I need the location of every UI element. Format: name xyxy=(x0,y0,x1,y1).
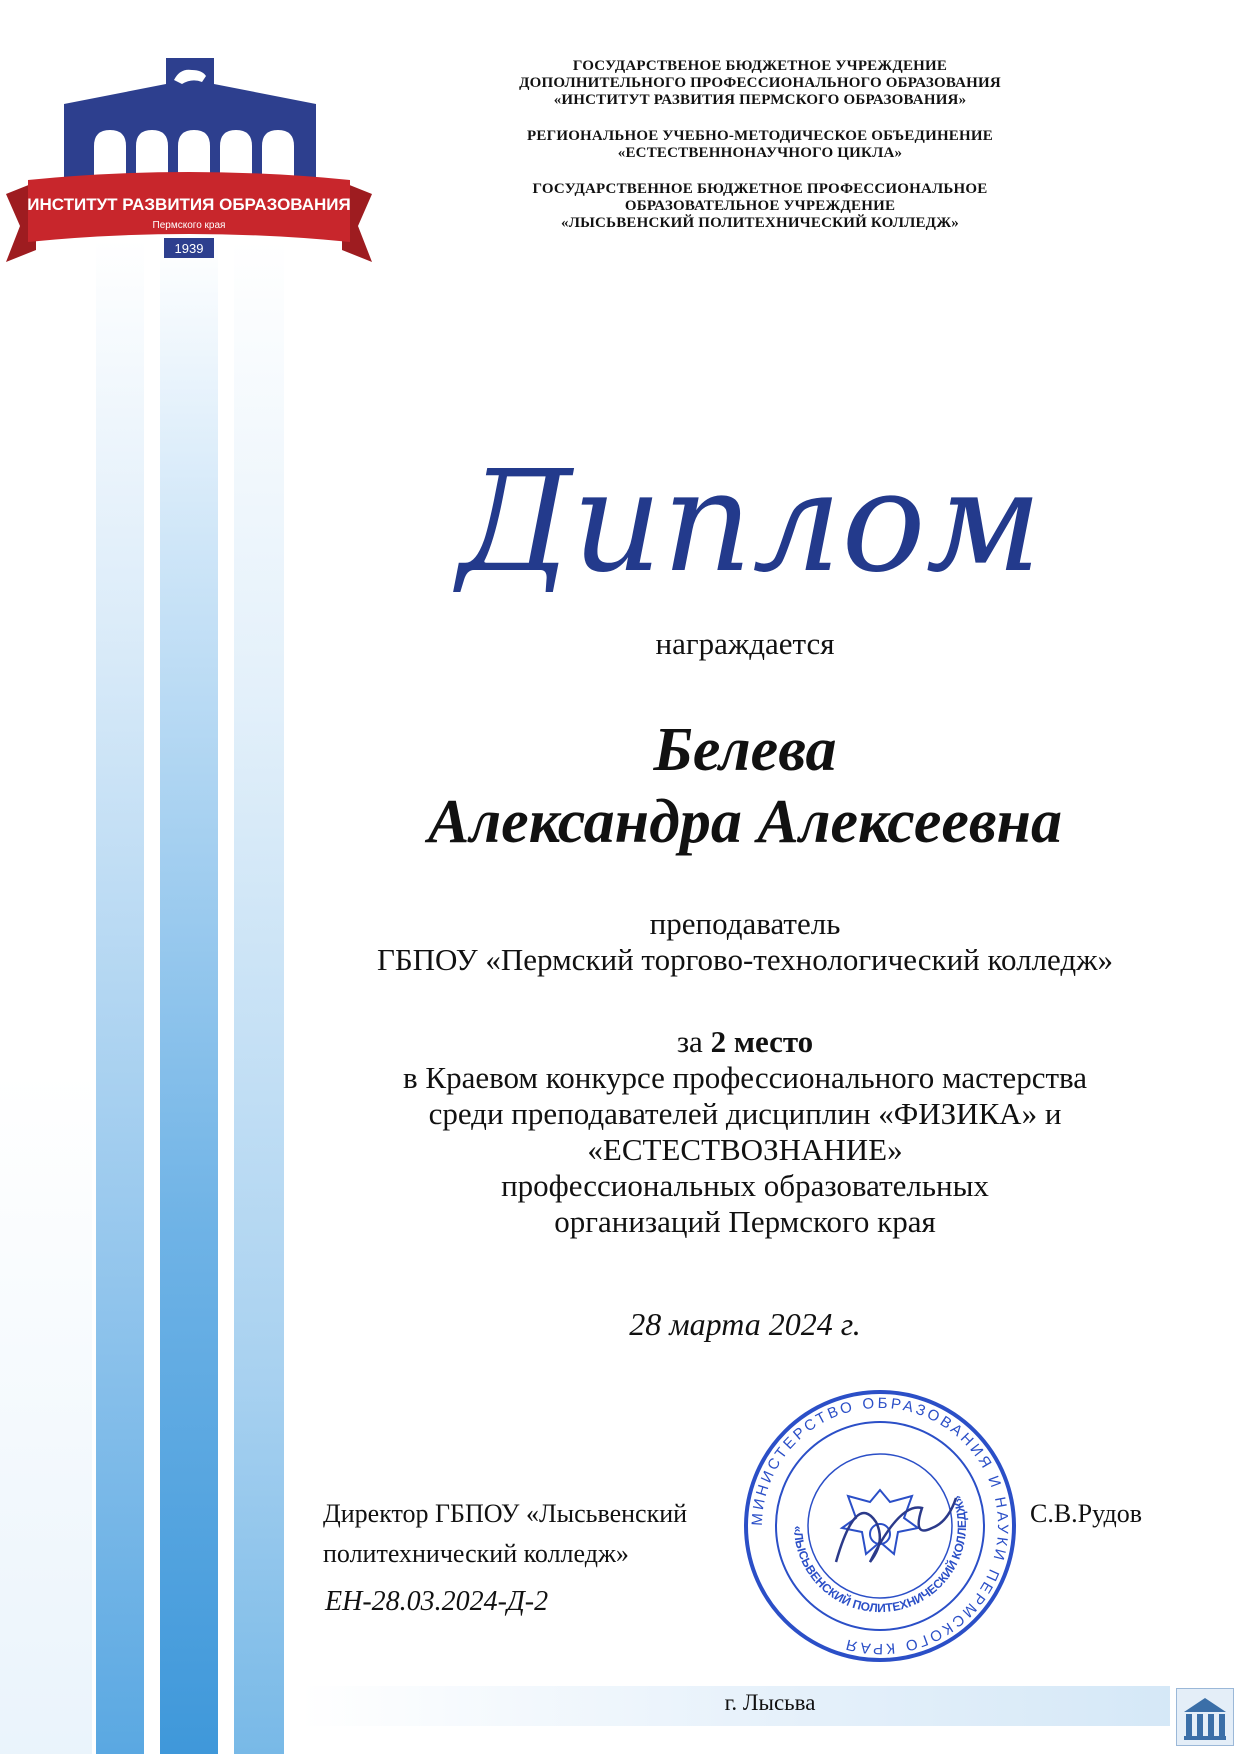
header-line: ОБРАЗОВАТЕЛЬНОЕ УЧРЕЖДЕНИЕ xyxy=(624,198,896,214)
header-line: ГОСУДАРСТВЕНОЕ БЮДЖЕТНОЕ УЧРЕЖДЕНИЕ xyxy=(572,58,948,74)
header-line: «ИНСТИТУТ РАЗВИТИЯ ПЕРМСКОГО ОБРАЗОВАНИЯ» xyxy=(553,92,967,108)
college-logo-icon xyxy=(1176,1688,1234,1746)
reason-line: среди преподавателей дисциплин «ФИЗИКА» и xyxy=(428,1096,1062,1131)
official-stamp xyxy=(740,1386,1020,1666)
institute-logo xyxy=(6,54,372,264)
award-reason xyxy=(250,1024,1240,1240)
reason-line: профессиональных образовательных xyxy=(501,1168,989,1203)
stamp-inner-text: «ЛЫСЬВЕНСКИЙ ПОЛИТЕХНИЧЕСКИЙ КОЛЛЕДЖ» xyxy=(790,1493,970,1616)
header-organizations xyxy=(440,58,1080,251)
logo-banner-subtext: Пермского края xyxy=(152,220,226,231)
logo-year: 1939 xyxy=(174,241,204,256)
header-line: ДОПОЛНИТЕЛЬНОГО ПРОФЕССИОНАЛЬНОГО ОБРАЗОВАНИЯ xyxy=(519,75,1001,91)
stripe xyxy=(234,240,284,1754)
recipient-name xyxy=(250,714,1240,858)
recipient-given-names: Александра Алексеевна xyxy=(428,788,1062,856)
header-line: РЕГИОНАЛЬНОЕ УЧЕБНО-МЕТОДИЧЕСКОЕ ОБЪЕДИНЕНИЕ xyxy=(527,128,993,144)
signer-name: С.В.Рудов xyxy=(1030,1499,1143,1528)
bear-icon xyxy=(166,58,214,88)
reason-line: организаций Пермского края xyxy=(554,1204,936,1239)
position-role: преподаватель xyxy=(649,906,841,941)
reason-prefix: за xyxy=(676,1024,703,1059)
recipient-surname: Белева xyxy=(653,716,837,784)
diploma-title-text: Диплом xyxy=(458,441,1042,604)
stripe xyxy=(96,240,144,1754)
reason-place: 2 место xyxy=(710,1024,814,1059)
city: г. Лысьва xyxy=(724,1690,816,1715)
director-label-line: Директор ГБПОУ «Лысьвенский xyxy=(323,1499,688,1528)
stamp-outer-text: МИНИСТЕРСТВО ОБРАЗОВАНИЯ И НАУКИ ПЕРМСКОГО КРАЯ xyxy=(748,1394,1012,1658)
header-block-association xyxy=(440,128,1080,162)
reason-place-line xyxy=(250,1024,1240,1060)
recipient-position xyxy=(250,906,1240,978)
diploma-title xyxy=(430,430,1070,610)
award-date: 28 марта 2024 г. xyxy=(629,1306,861,1342)
awarded-text: награждается xyxy=(655,626,835,661)
logo-banner-text: ИНСТИТУТ РАЗВИТИЯ ОБРАЗОВАНИЯ xyxy=(27,195,351,214)
stripe xyxy=(160,240,218,1754)
position-organization: ГБПОУ «Пермский торгово-технологический колледж» xyxy=(376,942,1114,977)
reason-line: в Краевом конкурсе профессионального мастерства xyxy=(403,1060,1087,1095)
director-label-line: политехнический колледж» xyxy=(323,1539,629,1568)
header-line: «ЕСТЕСТВЕННОНАУЧНОГО ЦИКЛА» xyxy=(617,145,903,161)
stripe xyxy=(0,240,92,1754)
header-line: «ЛЫСЬВЕНСКИЙ ПОЛИТЕХНИЧЕСКИЙ КОЛЛЕДЖ» xyxy=(561,215,959,231)
reason-line: «ЕСТЕСТВОЗНАНИЕ» xyxy=(587,1132,903,1167)
header-block-institute xyxy=(440,58,1080,109)
header-line: ГОСУДАРСТВЕННОЕ БЮДЖЕТНОЕ ПРОФЕССИОНАЛЬНОЕ xyxy=(532,181,988,197)
director-label xyxy=(323,1494,763,1574)
document-number: ЕН-28.03.2024-Д-2 xyxy=(325,1586,549,1617)
header-block-college xyxy=(440,181,1080,232)
